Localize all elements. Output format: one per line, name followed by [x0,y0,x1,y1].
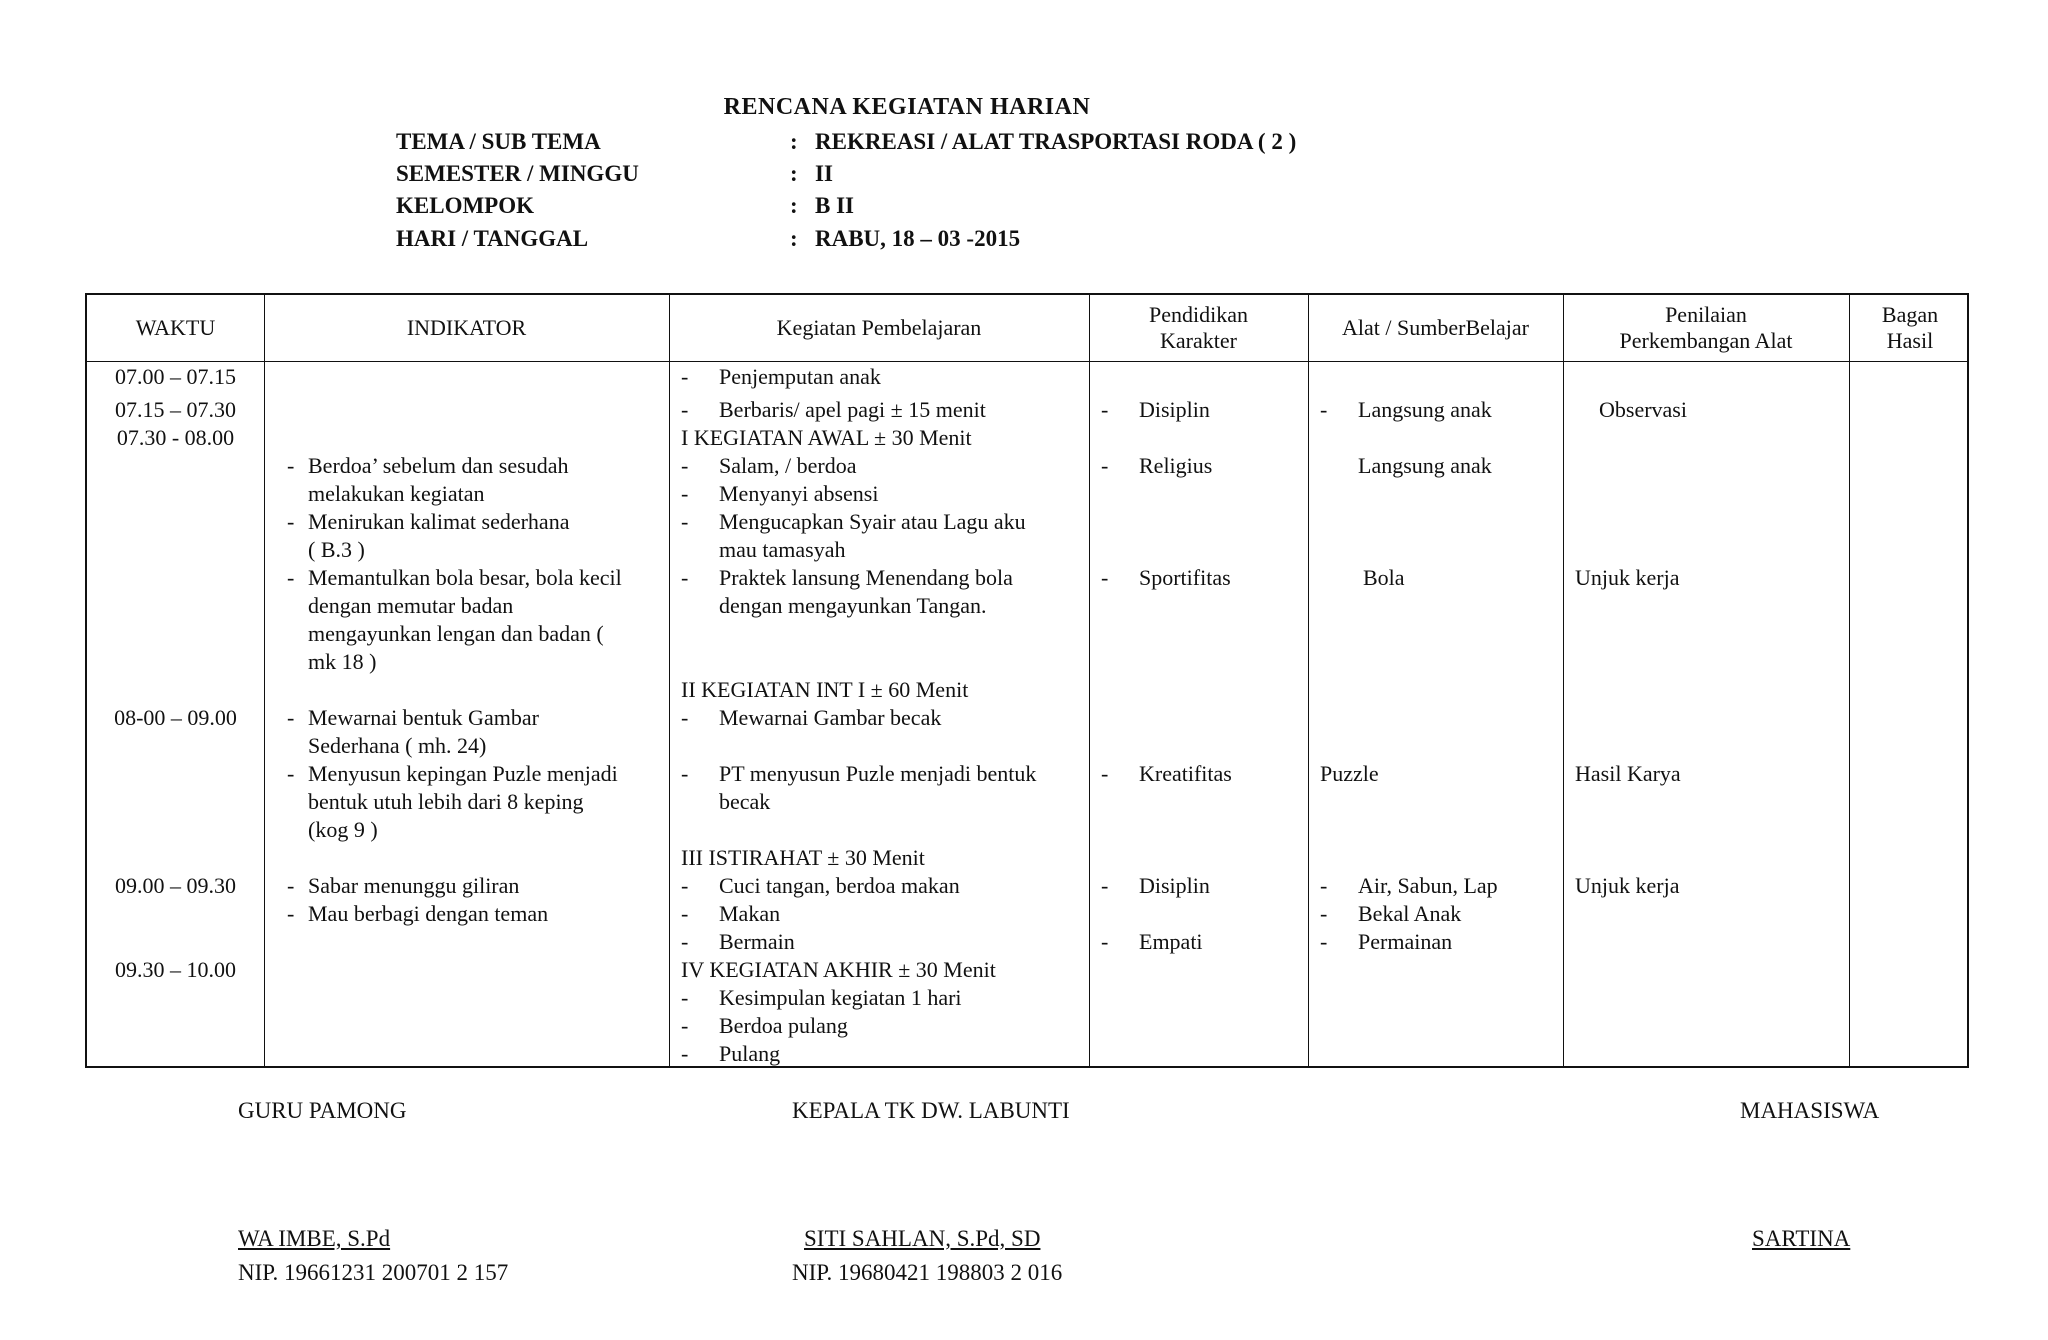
resource-value: Bola [1363,565,1405,590]
activity-line: PT menyusun Puzle menjadi bentuk [719,761,1037,786]
resource-value: Bekal Anak [1358,901,1462,926]
signature-title-mahasiswa: MAHASISWA [1740,1098,1880,1123]
indicator-line: bentuk utuh lebih dari 8 keping [308,789,584,814]
bullet-dash: - [287,901,295,926]
bullet-dash: - [287,565,295,590]
indicator-line: dengan memutar badan [308,593,514,618]
assessment-value: Observasi [1599,397,1687,422]
meta-key-hari: HARI / TANGGAL [396,226,589,251]
character-value: Empati [1139,929,1203,954]
indicator-line: ( B.3 ) [308,537,365,562]
column-divider [264,295,265,1066]
indicator-line: Menyusun kepingan Puzle menjadi [308,761,618,786]
activity-line: Bermain [719,929,795,954]
meta-colon: : [790,129,798,154]
signature-name-guru: WA IMBE, S.Pd [238,1226,391,1251]
resource-value: Air, Sabun, Lap [1358,873,1498,898]
signature-nip-guru: NIP. 19661231 200701 2 157 [238,1260,509,1285]
bullet-dash: - [1101,453,1109,478]
character-value: Religius [1139,453,1213,478]
activity-line: Praktek lansung Menendang bola [719,565,1013,590]
indicator-line: Mau berbagi dengan teman [308,901,549,926]
bullet-dash: - [681,1041,689,1066]
time-slot: 09.30 – 10.00 [115,957,236,982]
bullet-dash: - [1101,565,1109,590]
activity-line: Makan [719,901,781,926]
activity-line: Pulang [719,1041,781,1066]
activity-line: mau tamasyah [719,537,846,562]
bullet-dash: - [287,873,295,898]
bullet-dash: - [681,873,689,898]
activity-line: Mewarnai Gambar becak [719,705,942,730]
meta-key-kelompok: KELOMPOK [396,193,534,218]
bullet-dash: - [681,397,689,422]
activity-line: becak [719,789,771,814]
bullet-dash: - [681,481,689,506]
bullet-dash: - [681,929,689,954]
meta-value-tema: REKREASI / ALAT TRASPORTASI RODA ( 2 ) [815,129,1297,154]
meta-colon: : [790,161,798,186]
activity-line: dengan mengayunkan Tangan. [719,593,987,618]
header-penilaian: Penilaian Perkembangan Alat [1619,302,1793,353]
assessment-value: Unjuk kerja [1575,565,1680,590]
activity-line: Berdoa pulang [719,1013,848,1038]
time-slot: 08-00 – 09.00 [114,705,237,730]
column-divider [1089,295,1090,1066]
bullet-dash: - [1320,873,1328,898]
bullet-dash: - [681,985,689,1010]
signature-name-mahasiswa: SARTINA [1752,1226,1851,1251]
indicator-line: Menirukan kalimat sederhana [308,509,570,534]
signature-title-kepala: KEPALA TK DW. LABUNTI [792,1098,1070,1123]
indicator-line: Sabar menunggu giliran [308,873,520,898]
indicator-line: mk 18 ) [308,649,377,674]
header-alat: Alat / SumberBelajar [1342,315,1529,340]
bullet-dash: - [681,364,689,389]
indicator-line: mengayunkan lengan dan badan ( [308,621,604,646]
column-divider [1849,295,1850,1066]
bullet-dash: - [287,705,295,730]
activity-section-heading: IV KEGIATAN AKHIR ± 30 Menit [681,957,996,982]
character-value: Disiplin [1139,873,1210,898]
bullet-dash: - [1101,873,1109,898]
column-divider [1308,295,1309,1066]
time-slot: 07.30 - 08.00 [116,425,235,450]
indicator-line: Sederhana ( mh. 24) [308,733,487,758]
character-value: Sportifitas [1139,565,1231,590]
bullet-dash: - [681,705,689,730]
indicator-line: (kog 9 ) [308,817,378,842]
resource-value: Langsung anak [1358,453,1492,478]
bullet-dash: - [681,761,689,786]
header-bagan: Bagan Hasil [1881,302,1939,353]
meta-value-hari: RABU, 18 – 03 -2015 [815,226,1021,251]
character-value: Kreatifitas [1139,761,1232,786]
bullet-dash: - [681,453,689,478]
time-slot: 07.15 – 07.30 [115,397,236,422]
meta-colon: : [790,226,798,251]
document-title: RENCANA KEGIATAN HARIAN [723,94,1091,120]
bullet-dash: - [1101,761,1109,786]
activity-plan-table [85,293,1969,1068]
header-kegiatan: Kegiatan Pembelajaran [776,315,982,340]
signature-name-kepala: SITI SAHLAN, S.Pd, SD [804,1226,1041,1251]
activity-section-heading: I KEGIATAN AWAL ± 30 Menit [681,425,972,450]
bullet-dash: - [1320,397,1328,422]
bullet-dash: - [287,761,295,786]
signature-title-guru: GURU PAMONG [238,1098,407,1123]
indicator-line: Memantulkan bola besar, bola kecil [308,565,622,590]
signature-nip-kepala: NIP. 19680421 198803 2 016 [792,1260,1063,1285]
header-indikator: INDIKATOR [406,315,527,340]
bullet-dash: - [287,509,295,534]
activity-line: Mengucapkan Syair atau Lagu aku [719,509,1026,534]
activity-section-heading: III ISTIRAHAT ± 30 Menit [681,845,925,870]
resource-value: Permainan [1358,929,1453,954]
activity-section-heading: II KEGIATAN INT I ± 60 Menit [681,677,969,702]
assessment-value: Unjuk kerja [1575,873,1680,898]
activity-line: Kesimpulan kegiatan 1 hari [719,985,962,1010]
header-karakter: Pendidikan Karakter [1149,302,1248,353]
character-value: Disiplin [1139,397,1210,422]
bullet-dash: - [681,901,689,926]
header-waktu: WAKTU [135,315,216,340]
indicator-line: Berdoa’ sebelum dan sesudah [308,453,569,478]
activity-line: Menyanyi absensi [719,481,879,506]
bullet-dash: - [1101,397,1109,422]
bullet-dash: - [1320,929,1328,954]
bullet-dash: - [1320,901,1328,926]
activity-line: Penjemputan anak [719,364,881,389]
bullet-dash: - [287,453,295,478]
time-slot: 07.00 – 07.15 [115,364,236,389]
activity-line: Cuci tangan, berdoa makan [719,873,960,898]
indicator-line: melakukan kegiatan [308,481,485,506]
bullet-dash: - [681,565,689,590]
column-divider [1563,295,1564,1066]
meta-key-semester: SEMESTER / MINGGU [396,161,639,186]
activity-line: Salam, / berdoa [719,453,857,478]
meta-colon: : [790,193,798,218]
time-slot: 09.00 – 09.30 [115,873,236,898]
assessment-value: Hasil Karya [1575,761,1681,786]
activity-line: Berbaris/ apel pagi ± 15 menit [719,397,986,422]
header-divider [87,361,1967,362]
bullet-dash: - [681,1013,689,1038]
column-divider [669,295,670,1066]
resource-value: Puzzle [1320,761,1379,786]
meta-value-kelompok: B II [815,193,854,218]
indicator-line: Mewarnai bentuk Gambar [308,705,539,730]
bullet-dash: - [1101,929,1109,954]
resource-value: Langsung anak [1358,397,1492,422]
meta-value-semester: II [815,161,833,186]
bullet-dash: - [681,509,689,534]
meta-key-tema: TEMA / SUB TEMA [396,129,601,154]
